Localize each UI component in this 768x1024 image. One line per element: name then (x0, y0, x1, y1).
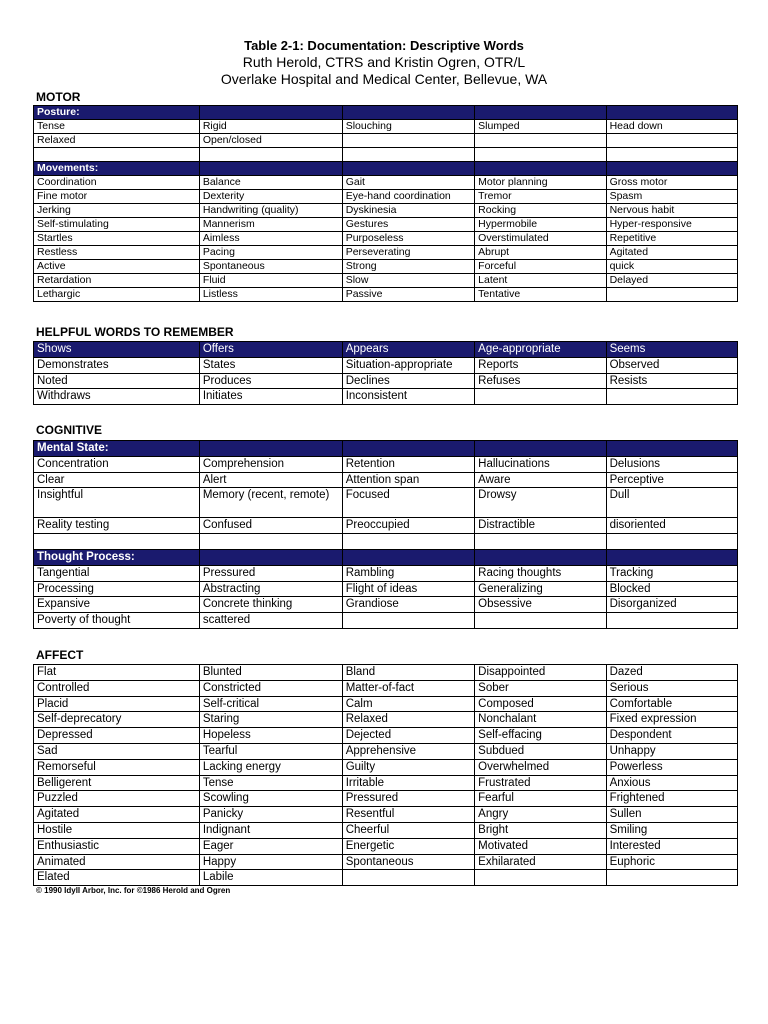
table-cell: Shows (34, 342, 200, 358)
table-cell: Dyskinesia (342, 204, 474, 218)
table-cell: Remorseful (34, 759, 200, 775)
table-cell (606, 288, 737, 302)
table-cell: Gait (342, 176, 474, 190)
table-cell: Flat (34, 665, 200, 681)
table-cell: Dazed (606, 665, 737, 681)
table-cell: Tangential (34, 565, 200, 581)
table-cell (475, 534, 606, 550)
table-cell: Eager (199, 838, 342, 854)
table-cell: Pressured (199, 565, 342, 581)
table-row (34, 822, 738, 838)
table-cell: States (199, 357, 342, 373)
table-cell: Fine motor (34, 190, 200, 204)
table-row (34, 357, 738, 373)
table-cell: Repetitive (606, 232, 737, 246)
table-row (34, 838, 738, 854)
table-cell (606, 134, 737, 148)
table-cell: Unhappy (606, 743, 737, 759)
table-cell: Produces (199, 373, 342, 389)
table-cell: Abstracting (199, 581, 342, 597)
table-cell: Lethargic (34, 288, 200, 302)
table-cell: Expansive (34, 597, 200, 613)
table-row (34, 232, 738, 246)
table-cell: Observed (606, 357, 737, 373)
table-cell: Matter-of-fact (342, 680, 474, 696)
subsection-heading: Posture: (34, 106, 200, 120)
table-cell: Slouching (342, 120, 474, 134)
table-cell: Gestures (342, 218, 474, 232)
table-cell: Aware (475, 472, 606, 488)
table-cell: Grandiose (342, 597, 474, 613)
table-cell: Enthusiastic (34, 838, 200, 854)
table-cell: Eye-hand coordination (342, 190, 474, 204)
table-cell: Initiates (199, 389, 342, 405)
table-cell: Despondent (606, 728, 737, 744)
table-cell: Bright (475, 822, 606, 838)
table-cell: Startles (34, 232, 200, 246)
table-cell (34, 148, 200, 162)
table-cell: Cheerful (342, 822, 474, 838)
table-cell: Aimless (199, 232, 342, 246)
table-cell: Tense (34, 120, 200, 134)
table-row (34, 680, 738, 696)
table-cell (34, 534, 200, 550)
table-cell: Fearful (475, 791, 606, 807)
table-cell: Hopeless (199, 728, 342, 744)
table-row (34, 597, 738, 613)
table-cell: quick (606, 260, 737, 274)
table-cell: Handwriting (quality) (199, 204, 342, 218)
table-cell (475, 870, 606, 886)
table-cell: Blocked (606, 581, 737, 597)
table-row (34, 791, 738, 807)
table-cell (199, 549, 342, 565)
table-cell (199, 106, 342, 120)
table-cell: Delayed (606, 274, 737, 288)
table-cell: Tense (199, 775, 342, 791)
table-cell: Withdraws (34, 389, 200, 405)
table-cell: Listless (199, 288, 342, 302)
table-cell: Placid (34, 696, 200, 712)
table-cell (342, 134, 474, 148)
table-cell: Head down (606, 120, 737, 134)
table-cell: Preoccupied (342, 518, 474, 534)
table-cell (606, 389, 737, 405)
table-cell (475, 162, 606, 176)
copyright-footer: © 1990 Idyll Arbor, Inc. for ©1986 Herold and Ogren (36, 886, 231, 895)
table-cell: Labile (199, 870, 342, 886)
table-cell: Offers (199, 342, 342, 358)
table-cell: Forceful (475, 260, 606, 274)
table-cell: Nervous habit (606, 204, 737, 218)
table-row (34, 176, 738, 190)
table-cell: Gross motor (606, 176, 737, 190)
table-cell: Animated (34, 854, 200, 870)
movements-header-row (34, 162, 738, 176)
table-cell: Relaxed (34, 134, 200, 148)
table-cell (342, 162, 474, 176)
table-cell: Pressured (342, 791, 474, 807)
table-cell: Self-deprecatory (34, 712, 200, 728)
table-row (34, 134, 738, 148)
table-cell (342, 549, 474, 565)
table-cell: Interested (606, 838, 737, 854)
table-cell: Hyper-responsive (606, 218, 737, 232)
table-cell (475, 441, 606, 457)
motor-table (33, 105, 738, 302)
table-cell: Memory (recent, remote) (199, 488, 342, 518)
table-row (34, 696, 738, 712)
table-cell: Situation-appropriate (342, 357, 474, 373)
table-cell: Reports (475, 357, 606, 373)
table-row (34, 456, 738, 472)
table-cell: Belligerent (34, 775, 200, 791)
table-cell: Relaxed (342, 712, 474, 728)
table-cell: Dejected (342, 728, 474, 744)
table-cell: Attention span (342, 472, 474, 488)
table-cell: Guilty (342, 759, 474, 775)
table-row (34, 759, 738, 775)
table-cell: Blunted (199, 665, 342, 681)
table-cell: Obsessive (475, 597, 606, 613)
authors-line: Ruth Herold, CTRS and Kristin Ogren, OTR/L (242, 54, 526, 70)
table-cell: Indignant (199, 822, 342, 838)
table-cell: Confused (199, 518, 342, 534)
table-cell: Agitated (34, 807, 200, 823)
table-cell: Comfortable (606, 696, 737, 712)
table-cell: Overstimulated (475, 232, 606, 246)
table-cell: Constricted (199, 680, 342, 696)
table-cell: Perceptive (606, 472, 737, 488)
institution-line: Overlake Hospital and Medical Center, Bellevue, WA (220, 71, 548, 87)
helpful-header-row (34, 342, 738, 358)
table-cell: Happy (199, 854, 342, 870)
table-row (34, 743, 738, 759)
table-cell: Restless (34, 246, 200, 260)
table-row (34, 190, 738, 204)
table-cell: Self-stimulating (34, 218, 200, 232)
table-cell (475, 613, 606, 629)
table-cell: Pacing (199, 246, 342, 260)
table-cell: Exhilarated (475, 854, 606, 870)
table-cell: Comprehension (199, 456, 342, 472)
table-cell: Serious (606, 680, 737, 696)
table-title: Table 2-1: Documentation: Descriptive Words (244, 38, 524, 53)
table-cell: Drowsy (475, 488, 606, 518)
table-row (34, 260, 738, 274)
table-cell: Spasm (606, 190, 737, 204)
table-cell: Insightful (34, 488, 200, 518)
table-cell: Racing thoughts (475, 565, 606, 581)
table-cell: Delusions (606, 456, 737, 472)
table-cell: Retardation (34, 274, 200, 288)
table-cell (342, 613, 474, 629)
document-header (0, 37, 768, 88)
table-cell: Fluid (199, 274, 342, 288)
table-row (34, 288, 738, 302)
table-row (34, 807, 738, 823)
table-row (34, 870, 738, 886)
table-cell: Focused (342, 488, 474, 518)
table-cell: Overwhelmed (475, 759, 606, 775)
table-cell (342, 870, 474, 886)
table-cell (606, 613, 737, 629)
table-cell (199, 162, 342, 176)
table-cell: Sober (475, 680, 606, 696)
table-cell: Concrete thinking (199, 597, 342, 613)
table-cell: Composed (475, 696, 606, 712)
table-cell: Tracking (606, 565, 737, 581)
table-cell: Apprehensive (342, 743, 474, 759)
table-cell: Smiling (606, 822, 737, 838)
table-cell: Noted (34, 373, 200, 389)
table-cell: Declines (342, 373, 474, 389)
table-cell: Hallucinations (475, 456, 606, 472)
table-cell: Nonchalant (475, 712, 606, 728)
table-cell: Refuses (475, 373, 606, 389)
table-cell: Agitated (606, 246, 737, 260)
table-row (34, 581, 738, 597)
table-cell: Mannerism (199, 218, 342, 232)
table-cell: Inconsistent (342, 389, 474, 405)
table-cell: Alert (199, 472, 342, 488)
table-cell: Purposeless (342, 232, 474, 246)
table-cell: Lacking energy (199, 759, 342, 775)
table-cell: Spontaneous (199, 260, 342, 274)
table-cell: Strong (342, 260, 474, 274)
table-row (34, 613, 738, 629)
table-cell (475, 134, 606, 148)
table-cell: Calm (342, 696, 474, 712)
table-cell: Scowling (199, 791, 342, 807)
table-cell: disoriented (606, 518, 737, 534)
table-cell: Perseverating (342, 246, 474, 260)
posture-header-row (34, 106, 738, 120)
motor-section-title: MOTOR (36, 90, 81, 104)
subsection-heading: Movements: (34, 162, 200, 176)
cognitive-section-title: COGNITIVE (36, 423, 103, 437)
table-cell: Concentration (34, 456, 200, 472)
table-cell (606, 441, 737, 457)
affect-section-title: AFFECT (36, 648, 84, 662)
table-cell: Bland (342, 665, 474, 681)
table-row (34, 565, 738, 581)
table-cell: Reality testing (34, 518, 200, 534)
table-cell (606, 534, 737, 550)
table-cell: Controlled (34, 680, 200, 696)
table-cell (342, 106, 474, 120)
table-cell (606, 870, 737, 886)
table-cell: Disappointed (475, 665, 606, 681)
table-cell: Tearful (199, 743, 342, 759)
cognitive-table (33, 440, 738, 629)
table-cell: Staring (199, 712, 342, 728)
table-cell: Frustrated (475, 775, 606, 791)
table-row (34, 274, 738, 288)
table-row (34, 472, 738, 488)
table-cell: Motor planning (475, 176, 606, 190)
table-cell (342, 441, 474, 457)
table-cell: Puzzled (34, 791, 200, 807)
table-cell: Coordination (34, 176, 200, 190)
helpful-section-title: HELPFUL WORDS TO REMEMBER (36, 325, 234, 339)
table-cell: Distractible (475, 518, 606, 534)
table-cell (475, 549, 606, 565)
table-cell: Resists (606, 373, 737, 389)
table-cell: Elated (34, 870, 200, 886)
table-row (34, 534, 738, 550)
table-row (34, 389, 738, 405)
table-cell: Powerless (606, 759, 737, 775)
table-cell: Angry (475, 807, 606, 823)
table-cell: Balance (199, 176, 342, 190)
table-cell: Active (34, 260, 200, 274)
table-cell: Clear (34, 472, 200, 488)
mental-state-header-row (34, 441, 738, 457)
table-cell: Euphoric (606, 854, 737, 870)
table-cell: Self-effacing (475, 728, 606, 744)
table-cell: Anxious (606, 775, 737, 791)
table-cell: scattered (199, 613, 342, 629)
table-cell: Irritable (342, 775, 474, 791)
table-cell: Rocking (475, 204, 606, 218)
table-cell: Slow (342, 274, 474, 288)
table-cell: Processing (34, 581, 200, 597)
table-cell: Retention (342, 456, 474, 472)
table-cell (475, 389, 606, 405)
table-cell: Hostile (34, 822, 200, 838)
table-row (34, 712, 738, 728)
table-row (34, 120, 738, 134)
table-cell: Fixed expression (606, 712, 737, 728)
table-row (34, 488, 738, 518)
table-cell: Open/closed (199, 134, 342, 148)
table-cell (606, 162, 737, 176)
table-cell (342, 148, 474, 162)
table-row (34, 148, 738, 162)
table-cell: Appears (342, 342, 474, 358)
table-row (34, 204, 738, 218)
subsection-heading: Thought Process: (34, 549, 200, 565)
table-cell: Dexterity (199, 190, 342, 204)
table-cell: Depressed (34, 728, 200, 744)
table-cell: Passive (342, 288, 474, 302)
table-cell: Tentative (475, 288, 606, 302)
table-row (34, 665, 738, 681)
table-cell: Rigid (199, 120, 342, 134)
table-cell: Self-critical (199, 696, 342, 712)
table-cell: Sullen (606, 807, 737, 823)
table-cell: Frightened (606, 791, 737, 807)
table-cell (199, 534, 342, 550)
table-cell: Age-appropriate (475, 342, 606, 358)
table-row (34, 775, 738, 791)
table-cell (606, 148, 737, 162)
table-cell: Rambling (342, 565, 474, 581)
table-cell: Resentful (342, 807, 474, 823)
table-row (34, 218, 738, 232)
table-cell (199, 148, 342, 162)
table-row (34, 518, 738, 534)
table-cell (475, 148, 606, 162)
table-cell (606, 549, 737, 565)
table-cell: Latent (475, 274, 606, 288)
subsection-heading: Mental State: (34, 441, 200, 457)
table-cell: Spontaneous (342, 854, 474, 870)
table-cell (342, 534, 474, 550)
table-cell: Poverty of thought (34, 613, 200, 629)
table-cell (475, 106, 606, 120)
helpful-words-table (33, 341, 738, 405)
table-row (34, 246, 738, 260)
affect-table (33, 664, 738, 886)
table-cell (199, 441, 342, 457)
table-cell: Flight of ideas (342, 581, 474, 597)
thought-process-header-row (34, 549, 738, 565)
table-cell: Abrupt (475, 246, 606, 260)
table-cell: Motivated (475, 838, 606, 854)
table-cell: Tremor (475, 190, 606, 204)
table-cell (606, 106, 737, 120)
table-cell: Sad (34, 743, 200, 759)
table-cell: Jerking (34, 204, 200, 218)
table-cell: Seems (606, 342, 737, 358)
table-cell: Slumped (475, 120, 606, 134)
table-cell: Dull (606, 488, 737, 518)
table-cell: Subdued (475, 743, 606, 759)
table-cell: Demonstrates (34, 357, 200, 373)
table-cell: Generalizing (475, 581, 606, 597)
table-cell: Disorganized (606, 597, 737, 613)
table-cell: Hypermobile (475, 218, 606, 232)
table-row (34, 373, 738, 389)
table-row (34, 728, 738, 744)
table-cell: Panicky (199, 807, 342, 823)
table-cell: Energetic (342, 838, 474, 854)
table-row (34, 854, 738, 870)
